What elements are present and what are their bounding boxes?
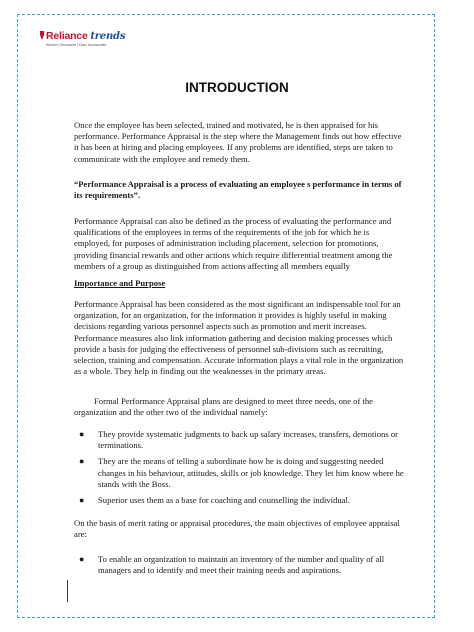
bullet-icon: ● [79, 495, 85, 506]
list-item-text: To enable an organization to maintain an inventory of the number and quality of all managers and to identify and meet their training needs and aspirations. [98, 554, 385, 576]
logo-brand-suffix: trends [90, 31, 126, 42]
list-item [74, 429, 406, 451]
logo-tagline: Women | Menswear | Kids | Accessories [46, 43, 107, 47]
logo-brand: Reliance [46, 30, 88, 42]
objectives-list [74, 554, 406, 576]
bullet-icon: ● [79, 429, 85, 439]
list-item [74, 456, 406, 490]
bullet-icon: ● [79, 554, 85, 564]
list-item-text: They provide systematic judgments to back up salary increases, transfers, demotions or terminations. [98, 429, 398, 451]
intro-paragraph: Once the employee has been selected, trained and motivated, he is then appraised for his performance. Performance Appraisal is the step where the Management finds out how effective it has been at hiring and placing employees. If any problems are identified, steps are taken to communicate with the employee and remedy them. [74, 120, 402, 164]
needs-paragraph: Formal Performance Appraisal plans are designed to meet three needs, one of the organization and the other two of the individual namely: [74, 396, 373, 418]
objectives-paragraph: On the basis of merit rating or appraisal procedures, the main objectives of employee appraisal are: [74, 518, 400, 540]
list-item-text: They are the means of telling a subordinate how he is doing and suggesting needed changes in his behaviour, attitudes, skills or job knowledge. They let him know where he stands with the Boss. [98, 456, 404, 489]
list-item [74, 495, 406, 506]
importance-paragraph: Performance Appraisal has been considered as the most significant an indispensable tool for an organization, for an organization, for the information it provides is highly useful in making decisions regarding various personnel aspects such as promotion and merit increases. Performance measures also link information gathering and decision making processes which provide a basis for judging the effectiveness of personnel sub-divisions such as recruiting, selection, training and compensation. Accurate information plays a vital role in the organization as a whole. They help in finding out the weaknesses in the primary areas. [74, 299, 404, 377]
document-title: INTRODUCTION [185, 80, 289, 95]
logo-wordmark [46, 30, 156, 42]
section-heading: Importance and Purpose [74, 278, 166, 288]
needs-list [74, 429, 406, 511]
bullet-icon: ● [79, 456, 85, 467]
definition-paragraph: Performance Appraisal can also be defined as the process of evaluating the performance and qualifications of the employees in terms of the requirements of the job for which he is employed, for purposes of administration including placement, selection for promotions, providing financial rewards and other actions which require differential treatment among the members of a group as distinguished from actions affecting all members equally [74, 216, 393, 271]
reliance-trends-logo [46, 30, 156, 52]
list-item-text: Superior uses them as a base for coaching and counselling the individual. [98, 495, 351, 506]
list-item [74, 554, 406, 576]
logo-mark-icon [39, 31, 45, 40]
text-cursor [67, 580, 68, 602]
definition-quote: “Performance Appraisal is a process of evaluating an employee s performance in terms of its requirements”. [74, 179, 402, 201]
